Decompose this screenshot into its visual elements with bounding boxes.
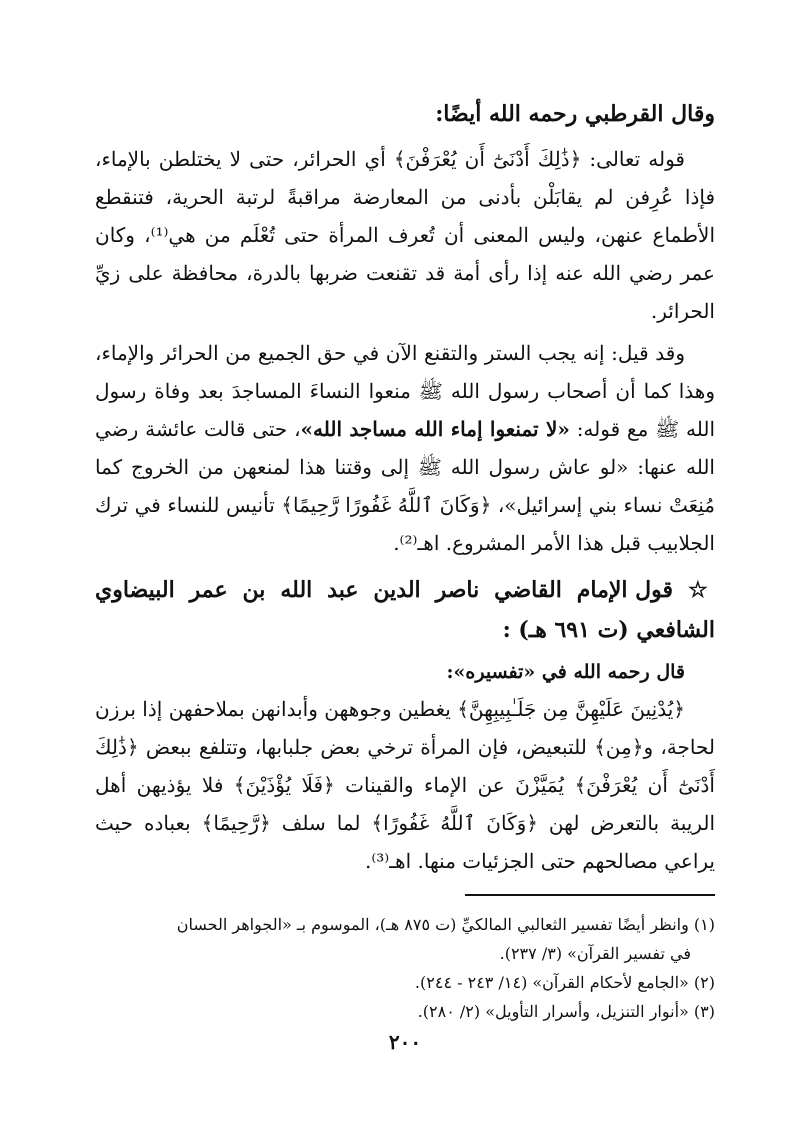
footnote-2: (٢) «الجامع لأحكام القرآن» (١٤/ ٢٤٣ - ٢٤٤). [414, 973, 715, 992]
paragraph-qurtubi-2-text-a: وقد قيل: إنه يجب الستر والتقنع الآن في حق الجميع من الحرائر والإماء، وهذا كما أن أصحاب رسول الله ﷺ منعوا النساءَ المساجدَ بعد وفاة رسول الله ﷺ مع قوله: [95, 341, 716, 441]
page-body [95, 98, 715, 1026]
star-icon: ☆ [688, 577, 715, 603]
footnote-3: (٣) «أنوار التنزيل، وأسرار التأويل» (٢/ ٢٨٠). [417, 1002, 715, 1021]
paragraph-qurtubi-2 [95, 334, 715, 562]
paragraph-qurtubi-1: قوله تعالى: ﴿ذَٰلِكَ أَدْنَىٰٓ أَن يُعْرَفْنَ﴾ أي الحرائر، حتى لا يختلطن بالإماء، فإذا عُرِفن لم يقابَلْن بأدنى من المعارضة مراقبةً لرتبة الحرية، فتنقطع الأطماع عنهن، وليس المعنى أن تُعرف المرأة حتى تُعْلَم من هي⁽¹⁾، وكان عمر رضي الله عنه إذا رأى أمة قد تقنعت ضربها بالدرة، محافظة على زيِّ الحرائر. [95, 147, 715, 323]
sub-heading-tafsir: قال رحمه الله في «تفسيره»: [446, 661, 685, 683]
quote-heading-qurtubi: وقال القرطبي رحمه الله أيضًا: [435, 101, 715, 127]
footnote-1-continuation: في تفسير القرآن» (٣/ ٢٣٧). [499, 944, 691, 963]
paragraph-qurtubi-2-text-b: ، حتى قالت عائشة رضي الله عنها: «لو عاش رسول الله ﷺ إلى وقتنا هذا لمنعهن من الخروج كما مُنِعَتْ نساء بني إسرائيل»، ﴿وَكَانَ ٱللَّهُ غَفُورًا رَّحِيمًا﴾ تأنيس للنساء في ترك الجلابيب قبل هذا الأمر المشروع. اهـ⁽²⁾. [95, 417, 715, 555]
section-title-baydawi [95, 570, 715, 650]
hadith-quote: «لا تمنعوا إماء الله مساجد الله» [300, 417, 570, 441]
section-title-text: قول الإمام القاضي ناصر الدين عبد الله بن عمر البيضاوي الشافعي (ت ٦٩١ هـ) : [95, 577, 715, 643]
footnote-separator [465, 894, 715, 896]
page-number: ٢٠٠ [388, 1030, 422, 1054]
paragraph-baydawi: ﴿يُدْنِينَ عَلَيْهِنَّ مِن جَلَـٰبِيبِهِنَّ﴾ يغطين وجوههن وأبدانهن بملاحفهن إذا برزن لحاجة، و﴿مِن﴾ للتبعيض، فإن المرأة ترخي بعض جلبابها، وتتلفع ببعض ﴿ذَٰلِكَ أَدْنَىٰٓ أَن يُعْرَفْنَ﴾ يُمَيَّزْنَ عن الإماء والقينات ﴿فَلَا يُؤْذَيْنَ﴾ فلا يؤذيهن أهل الريبة بالتعرض لهن ﴿وَكَانَ ٱللَّهُ غَفُورًا﴾ لما سلف ﴿رَّحِيمًا﴾ بعباده حيث يراعي مصالحهم حتى الجزئيات منها. اهـ⁽³⁾. [95, 697, 715, 873]
footnote-1: (١) وانظر أيضًا تفسير الثعالبي المالكيِّ (ت ٨٧٥ هـ)، الموسوم بـ «الجواهر الحسان [176, 915, 715, 934]
footnotes [95, 910, 715, 1026]
